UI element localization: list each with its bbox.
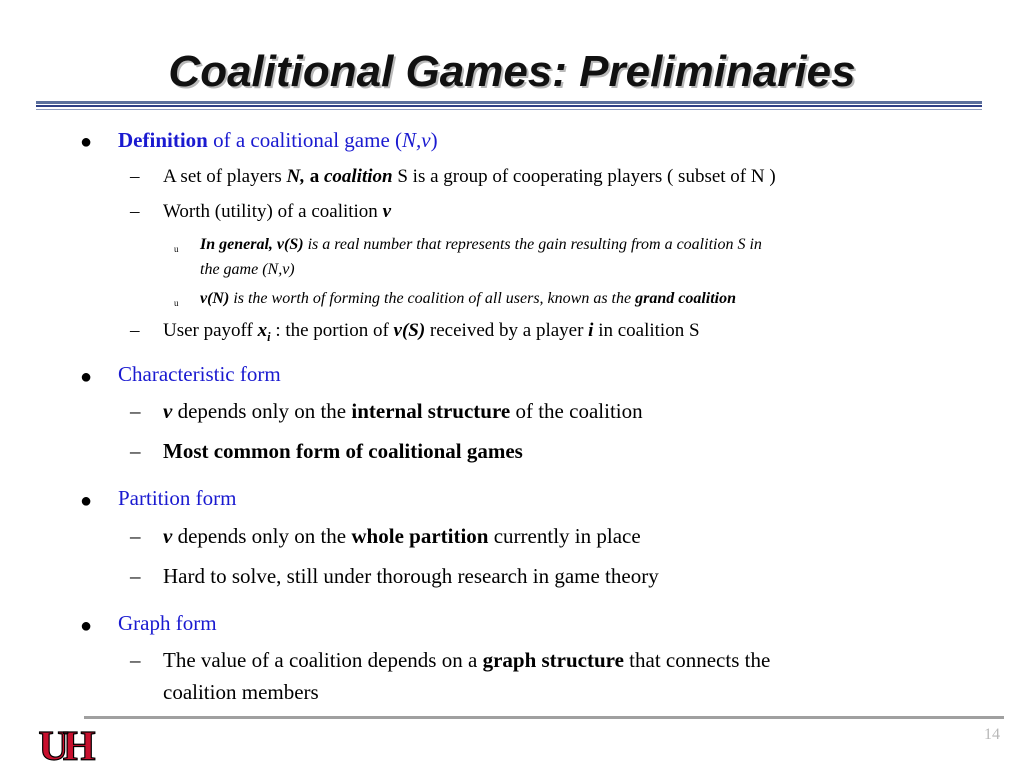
bullet-characteristic-form: Characteristic form — [118, 362, 281, 386]
sub-item-graph-structure-cont: coalition members — [163, 680, 319, 704]
text-bold: In general, v(S) — [200, 236, 304, 253]
sub-item-players — [163, 166, 776, 188]
bullet-icon: ● — [80, 490, 93, 512]
subsub-item-general — [200, 236, 762, 254]
text: depends only on the — [172, 399, 352, 423]
definition-close: ) — [430, 128, 438, 152]
page-number: 14 — [984, 726, 1000, 743]
text: of the coalition — [510, 399, 643, 423]
bullet-graph-form: Graph form — [118, 611, 217, 635]
text: currently in place — [488, 524, 641, 548]
sub-item-hard-to-solve: Hard to solve, still under thorough research in game theory — [163, 564, 659, 588]
sub-bullet-icon: u — [174, 244, 179, 254]
text-grand-coalition: grand coalition — [635, 290, 736, 307]
sub-item-whole-partition — [163, 524, 641, 549]
text-v: v — [382, 201, 391, 222]
text: User payoff — [163, 320, 258, 341]
text-bold: v(N) — [200, 290, 230, 307]
text: is a real number that represents the gain resulting from a coalition S in — [303, 236, 762, 253]
text-v: v — [163, 399, 173, 423]
text: depends only on the — [172, 524, 352, 548]
sub-item-graph-structure — [163, 648, 770, 673]
definition-nv: N,v — [402, 128, 431, 152]
text-coalition: coalition — [323, 166, 393, 187]
dash-icon: – — [130, 439, 141, 463]
university-logo — [32, 722, 96, 766]
text-n: N, — [286, 166, 305, 187]
dash-icon: – — [130, 166, 140, 187]
text: that connects the — [623, 648, 771, 672]
text: The value of a coalition depends on a — [163, 648, 483, 672]
text: S is a group of cooperating players ( subset of N ) — [392, 166, 776, 187]
bullet-definition — [118, 128, 438, 153]
text-i: i — [588, 320, 594, 341]
definition-bold: Definition — [118, 128, 208, 152]
text-sub-i: i — [267, 329, 271, 344]
text-x: x — [257, 320, 268, 341]
text: : the portion of — [270, 320, 394, 341]
text-bold: whole partition — [351, 524, 489, 548]
sub-item-internal — [163, 399, 643, 424]
slide-title: Coalitional Games: Preliminaries — [168, 47, 856, 96]
bullet-icon: ● — [80, 615, 93, 637]
sub-item-most-common: Most common form of coalitional games — [163, 439, 523, 463]
subsub-item-grand — [200, 290, 736, 308]
bullet-icon: ● — [80, 131, 93, 153]
subsub-item-general-cont: the game (N,v) — [200, 261, 295, 278]
dash-icon: – — [130, 648, 141, 672]
bullet-partition-form: Partition form — [118, 486, 237, 510]
dash-icon: – — [130, 320, 140, 341]
text: A set of players — [163, 166, 287, 187]
sub-item-payoff — [163, 320, 700, 345]
text-vs: v(S) — [393, 320, 426, 341]
sub-bullet-icon: u — [174, 298, 179, 308]
dash-icon: – — [130, 564, 141, 588]
footer-divider — [84, 716, 1004, 719]
text: is the worth of forming the coalition of all users, known as the — [229, 290, 636, 307]
text-v: v — [163, 524, 173, 548]
dash-icon: – — [130, 201, 140, 222]
dash-icon: – — [130, 399, 141, 423]
definition-rest: of a coalitional game ( — [207, 128, 403, 152]
text: Worth (utility) of a coalition — [163, 201, 383, 222]
text: received by a player — [425, 320, 589, 341]
logo-text: UH — [38, 724, 90, 766]
text-bold: graph structure — [482, 648, 624, 672]
dash-icon: – — [130, 524, 141, 548]
sub-item-worth — [163, 201, 391, 223]
text-bold: internal structure — [351, 399, 511, 423]
bullet-icon: ● — [80, 366, 93, 388]
text: in coalition S — [593, 320, 700, 341]
text-a: a — [304, 166, 324, 187]
